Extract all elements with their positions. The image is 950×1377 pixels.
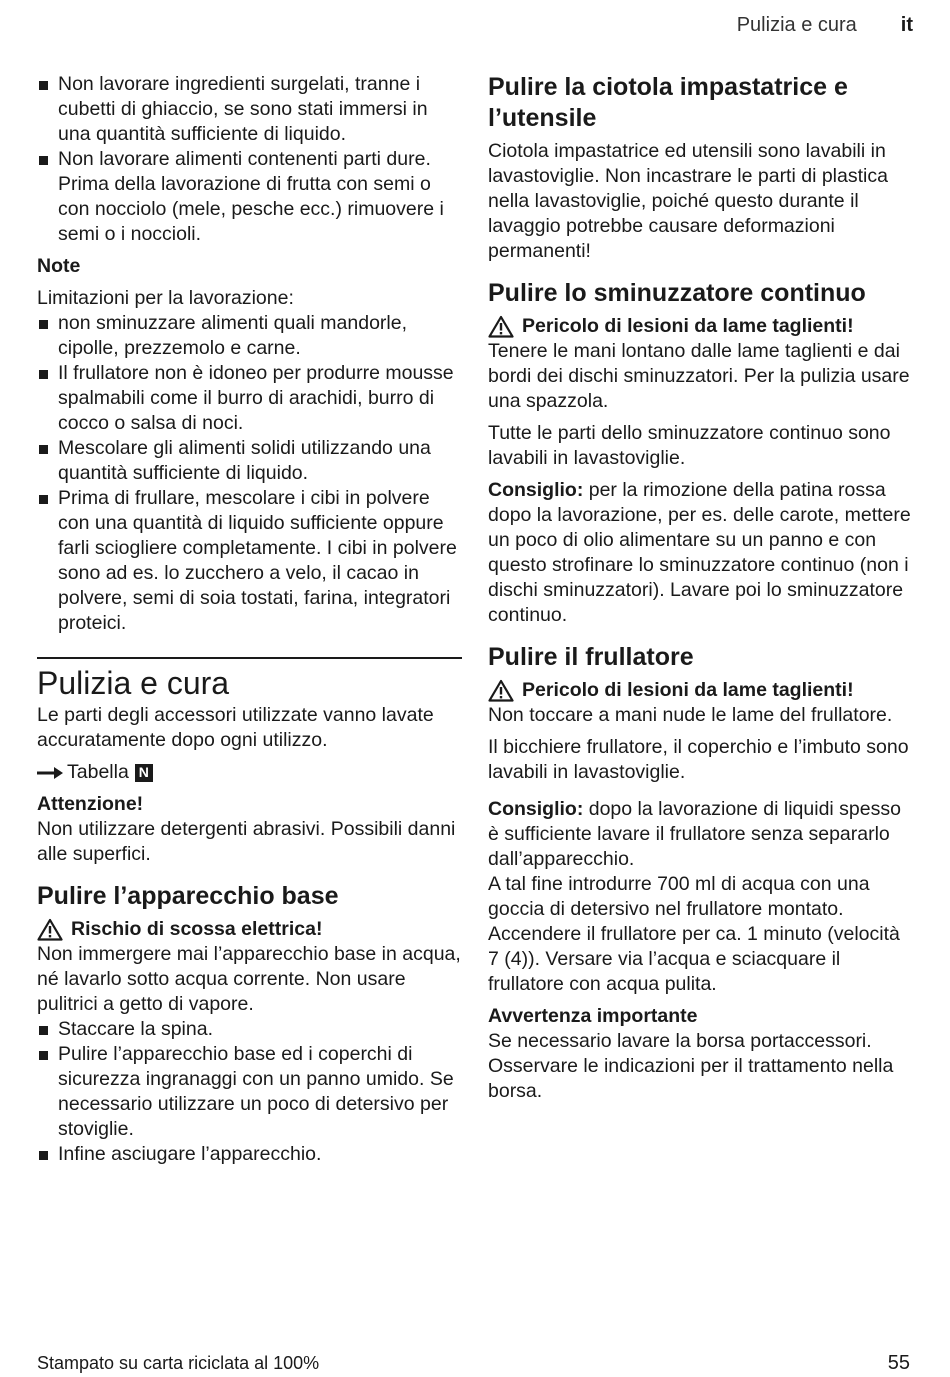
bullet-list-base-steps: [37, 1017, 462, 1167]
warning-triangle-icon: [488, 315, 514, 338]
footer-printed-note: Stampato su carta riciclata al 100%: [37, 1353, 320, 1373]
attention-text: Non utilizzare detergenti abrasivi. Possibili danni alle superfici.: [37, 818, 456, 865]
header-language-code: it: [900, 14, 913, 36]
warning-text: Pericolo di lesioni da lame taglienti!: [522, 315, 854, 337]
list-item-text: Infine asciugare l’apparecchio.: [58, 1143, 322, 1165]
tip-label: Consiglio:: [488, 798, 584, 820]
blade-warning: [488, 314, 913, 339]
page-footer: [37, 1352, 910, 1375]
blender-text: Il bicchiere frullatore, il coperchio e l’imbuto sono lavabili in lavastoviglie.: [488, 736, 909, 783]
list-item: [37, 72, 462, 147]
arrow-right-icon: [37, 766, 63, 780]
attention-label: Attenzione!: [37, 793, 144, 815]
base-title: Pulire l’apparecchio base: [37, 882, 339, 910]
list-item-text: Mescolare gli alimenti solidi utilizzando una quantità sufficiente di liquido.: [58, 437, 431, 484]
right-column: [488, 72, 913, 1104]
bullet-list-notes: [37, 311, 462, 636]
blender-title: Pulire il frullatore: [488, 643, 694, 671]
note-label: Note: [37, 255, 81, 277]
table-reference-text: Tabella: [67, 761, 129, 783]
shredder-text: Tutte le parti dello sminuzzatore continuo sono lavabili in lavastoviglie.: [488, 422, 891, 469]
left-column: [37, 72, 462, 1167]
warning-triangle-icon: [37, 918, 63, 941]
section-intro: Le parti degli accessori utilizzate vanno lavate accuratamente dopo ogni utilizzo.: [37, 704, 434, 751]
blender-tip: [488, 797, 913, 872]
list-item: [37, 147, 462, 247]
list-item-text: Non lavorare alimenti contenenti parti dure. Prima della lavorazione di frutta con semi o con nocciolo (mele, pesche ecc.) rimuovere i semi o i noccioli.: [58, 148, 444, 245]
list-item-text: Non lavorare ingredienti surgelati, tranne i cubetti di ghiaccio, se sono stati immersi in una quantità sufficiente di liquido.: [58, 73, 428, 145]
shredder-tip: [488, 478, 913, 628]
list-item-text: Prima di frullare, mescolare i cibi in polvere con una quantità di liquido sufficiente oppure farli sciogliere completamente. I cibi in polvere sono ad es. lo zucchero a velo, il cacao in polvere, semi di soia tostati, farina, integratori proteici.: [58, 487, 457, 634]
list-item: [37, 311, 462, 361]
bowl-title: Pulire la ciotola impastatrice e l’utensile: [488, 73, 848, 132]
section-title: Pulizia e cura: [37, 665, 230, 701]
note-intro: Limitazioni per la lavorazione:: [37, 287, 294, 309]
base-text: Non immergere mai l’apparecchio base in acqua, né lavarlo sotto acqua corrente. Non usare pulitrici a getto di vapore.: [37, 943, 461, 1015]
page-header: [737, 14, 913, 37]
list-item: [37, 1142, 462, 1167]
bullet-square-icon: [39, 156, 48, 165]
bullet-list-restrictions: [37, 72, 462, 247]
list-item: [37, 486, 462, 636]
tip-text: per la rimozione della patina rossa dopo la lavorazione, per es. delle carote, mettere un poco di olio alimentare su un panno e con questo strofinare lo sminuzzatore continuo (non i dischi sminuzzatori). Lavare poi lo sminuzzatore continuo.: [488, 479, 911, 626]
warning-text: Pericolo di lesioni da lame taglienti!: [522, 679, 854, 701]
bullet-square-icon: [39, 81, 48, 90]
list-item: [37, 1042, 462, 1142]
important-text: Se necessario lavare la borsa portaccessori. Osservare le indicazioni per il trattamento nella borsa.: [488, 1030, 894, 1102]
table-badge: N: [135, 764, 153, 782]
list-item-text: Staccare la spina.: [58, 1018, 214, 1040]
bullet-square-icon: [39, 370, 48, 379]
blender-tip-continued: A tal fine introdurre 700 ml di acqua con una goccia di detersivo nel frullatore montato. Accendere il frullatore per ca. 1 minuto (velocità 7 (4)). Versare via l’acqua e sciacquare il frullatore con acqua pulita.: [488, 873, 900, 995]
bullet-square-icon: [39, 495, 48, 504]
warning-triangle-icon: [488, 679, 514, 702]
list-item: [37, 436, 462, 486]
header-section-title: Pulizia e cura: [736, 14, 857, 36]
list-item: [37, 361, 462, 436]
shredder-title: Pulire lo sminuzzatore continuo: [488, 279, 866, 307]
blender-warning-text: Non toccare a mani nude le lame del frullatore.: [488, 704, 893, 726]
bullet-square-icon: [39, 1151, 48, 1160]
shredder-warning-text: Tenere le mani lontano dalle lame taglienti e dai bordi dei dischi sminuzzatori. Per la pulizia usare una spazzola.: [488, 340, 910, 412]
tip-text: dopo la lavorazione di liquidi spesso è sufficiente lavare il frullatore senza separarlo dall’apparecchio.: [488, 798, 901, 870]
blade-warning: [488, 678, 913, 703]
shock-warning: [37, 917, 462, 942]
tip-label: Consiglio:: [488, 479, 584, 501]
list-item-text: Il frullatore non è idoneo per produrre mousse spalmabili come il burro di arachidi, burro di cocco o salsa di noci.: [58, 362, 454, 434]
list-item-text: Pulire l’apparecchio base ed i coperchi di sicurezza ingranaggi con un panno umido. Se necessario utilizzare un poco di detersivo per stoviglie.: [58, 1043, 454, 1140]
warning-text: Rischio di scossa elettrica!: [71, 918, 323, 940]
bowl-text: Ciotola impastatrice ed utensili sono lavabili in lavastoviglie. Non incastrare le parti di plastica nella lavastoviglie, poiché questo durante il lavaggio potrebbe causare deformazioni permanenti!: [488, 140, 888, 262]
bullet-square-icon: [39, 320, 48, 329]
list-item: [37, 1017, 462, 1042]
bullet-square-icon: [39, 1026, 48, 1035]
section-divider: [37, 657, 462, 659]
bullet-square-icon: [39, 1051, 48, 1060]
page-number: 55: [887, 1352, 910, 1374]
important-label: Avvertenza importante: [488, 1005, 698, 1027]
bullet-square-icon: [39, 445, 48, 454]
table-reference: [37, 760, 462, 785]
list-item-text: non sminuzzare alimenti quali mandorle, cipolle, prezzemolo e carne.: [58, 312, 408, 359]
